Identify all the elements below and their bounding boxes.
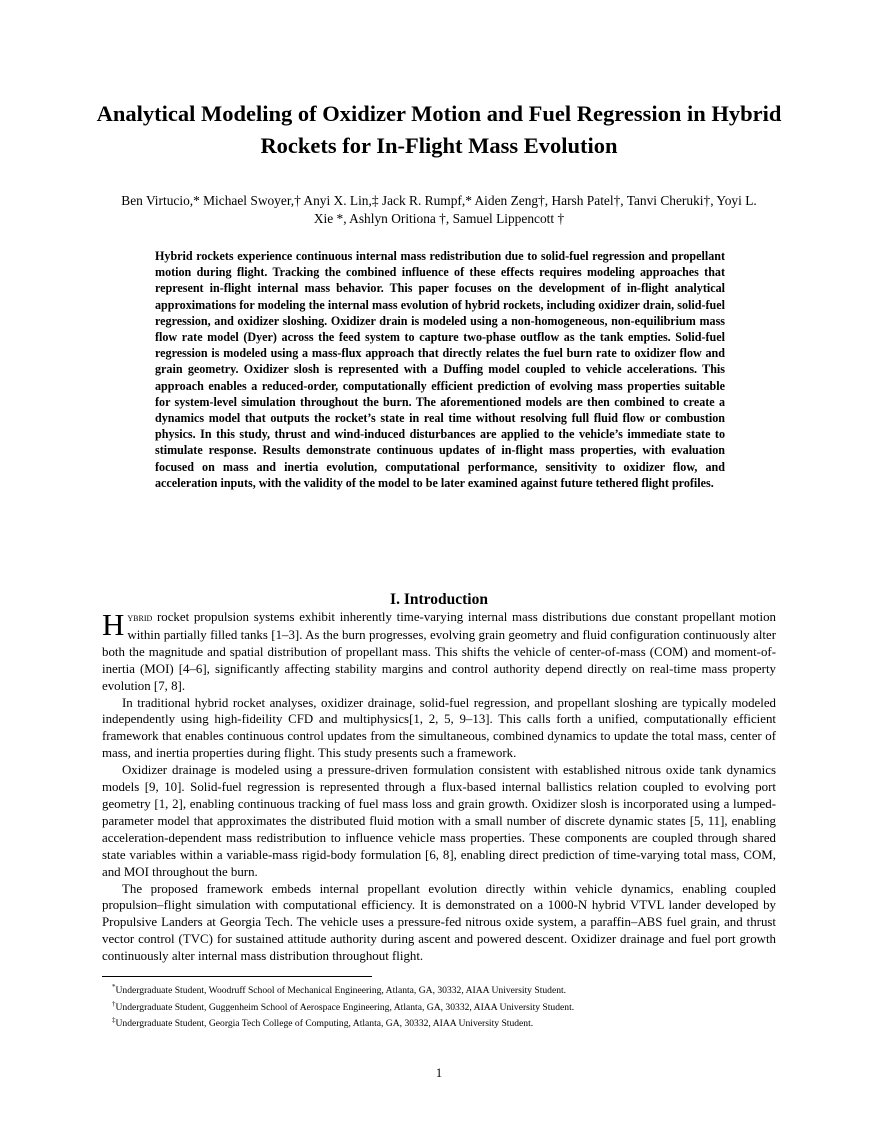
paragraph-1 <box>102 609 776 695</box>
paragraph-1-text: rocket propulsion systems exhibit inherently time-varying internal mass distributions due constant propellant motion within partially filled tanks [1–3]. As the burn progresses, evolving grain geometry and fluid configuration continuously alter both the magnitude and spatial distribution of propellant mass. This shifts the vehicle of center-of-mass (COM) and moment-of-inertia (MOI) [4–6], significantly affecting stability margins and control authority depend directly on real-time mass property evolution [7, 8]. <box>102 610 776 693</box>
footnote-mark: † <box>112 999 116 1008</box>
footnote-divider <box>102 976 372 977</box>
drop-cap: H <box>102 607 125 642</box>
author-line-1: Ben Virtucio,* Michael Swoyer,† Anyi X. Lin,‡ Jack R. Rumpf,* Aiden Zeng†, Harsh Patel†, Tanvi Cheruki†, Yoyi L. <box>121 193 757 208</box>
paragraph-3: Oxidizer drainage is modeled using a pressure-driven formulation consistent with established nitrous oxide tank dynamics models [9, 10]. Solid-fuel regression is represented through a flux-based internal ballistics relation coupled to evolving port geometry [1, 2], enabling continuous tracking of fuel mass loss and grain growth. Oxidizer slosh is incorporated using a lumped-parameter model that approximates the distributed fluid motion with a small number of discrete dynamic states [5, 11], enabling acceleration-dependent mass redistribution to influence vehicle mass properties. These components are coupled through shared state variables within a variable-mass rigid-body formulation [6, 8], enabling direct prediction of time-varying total mass, COM, and MOI throughout the burn. <box>102 763 776 879</box>
footnote-text: Undergraduate Student, Woodruff School of Mechanical Engineering, Atlanta, GA, 30332, AIAA University Student. <box>115 985 567 997</box>
footnote-mark: ‡ <box>112 1016 116 1025</box>
paragraph-4: The proposed framework embeds internal propellant evolution directly within vehicle dynamics, enabling coupled propulsion–flight simulation with computational efficiency. It is demonstrated on a 1000-N hybrid VTVL lander developed by Propulsive Landers at Georgia Tech. The vehicle uses a pressure-fed nitrous oxide system, a paraffin–ABS fuel grain, and thrust vector control (TVC) for sustained attitude authority during ascent and powered descent. Oxidizer drainage and fuel port growth continuously alter internal mass distribution throughout flight. <box>102 881 776 964</box>
section-heading-introduction: I. Introduction <box>390 591 488 608</box>
footnote <box>112 998 778 1015</box>
footnote <box>112 1014 778 1031</box>
abstract: Hybrid rockets experience continuous internal mass redistribution due to solid-fuel regression and propellant motion during flight. Tracking the combined influence of these effects requires modeling approaches that represent in-flight internal mass behavior. This paper focuses on the development of in-flight analytical approximations for modeling the internal mass evolution of hybrid rockets, including oxidizer drain, solid-fuel regression, and oxidizer sloshing. Oxidizer drain is modeled using a non-homogeneous, non-equilibrium mass flow rate model (Dyer) across the feed system to capture two-phase outflow as the tank empties. Solid-fuel regression is modeled using a mass-flux approach that directly relates the fuel burn rate to oxidizer flow and grain geometry. Oxidizer slosh is represented with a Duffing model coupled to vehicle accelerations. This approach enables a reduced-order, computationally efficient prediction of evolving mass properties suitable for system-level simulation throughout the burn. The aforementioned models are then combined to create a dynamics model that outputs the rocket’s state in real time without resolving full fluid flow or combustion physics. In this study, thrust and wind-induced disturbances are applied to the vehicle’s immediate state to stimulate response. Results demonstrate continuous updates of in-flight mass properties, with evaluation focused on mass and inertia evolution, computational performance, sensitivity to oxidizer flow, and acceleration inputs, with the validity of the model to be later examined against future tethered flight profiles. <box>155 249 725 490</box>
footnote-text: Undergraduate Student, Georgia Tech College of Computing, Atlanta, GA, 30332, AIAA University Student. <box>115 1018 534 1030</box>
paragraph-2: In traditional hybrid rocket analyses, oxidizer drainage, solid-fuel regression, and propellant sloshing are typically modeled independently using high-fideility CFD and multiphysics[1, 2, 5, 9–13]. This calls forth a unified, computationally efficient framework that enables continuous control updates from the simultaneous, combined dynamics to update the total mass, center of mass, and inertia properties during flight. This study presents such a framework. <box>102 695 776 761</box>
footnotes <box>112 981 778 1031</box>
page-number: 1 <box>435 1066 443 1080</box>
author-line-2: Xie *, Ashlyn Oritiona †, Samuel Lippencott † <box>313 211 565 226</box>
paper-title: Analytical Modeling of Oxidizer Motion and Fuel Regression in Hybrid Rockets for In-Flight Mass Evolution <box>96 101 782 158</box>
footnote <box>112 981 778 998</box>
introduction-body <box>102 609 776 965</box>
footnote-mark: * <box>112 983 116 991</box>
author-list <box>100 192 778 228</box>
footnote-text: Undergraduate Student, Guggenheim School of Aerospace Engineering, Atlanta, GA, 30332, AIAA University Student. <box>115 1001 575 1013</box>
smallcaps-lead: ybrid <box>127 612 153 624</box>
